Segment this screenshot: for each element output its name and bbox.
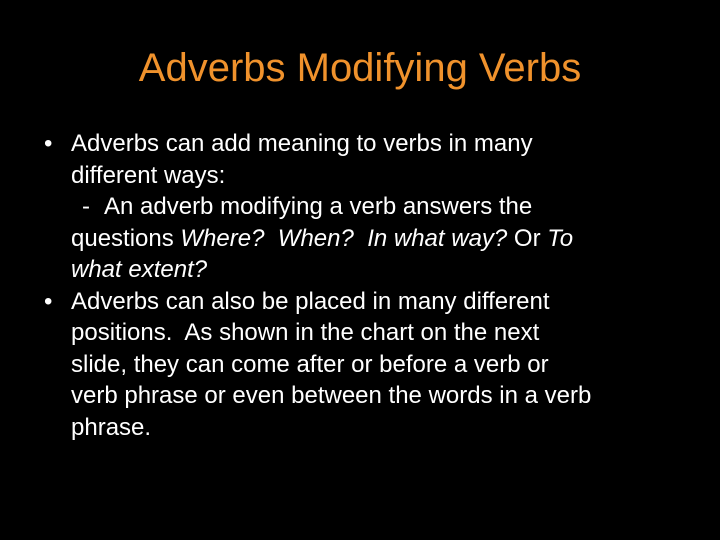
sub-text-when: When? — [277, 224, 354, 252]
bullet-2-text-3: slide, they can come after or before a verb or — [71, 350, 549, 378]
bullet-icon: • — [44, 287, 53, 315]
sub-bullet-text-1: An adverb modifying a verb answers the — [104, 193, 533, 220]
bullet-2-line-4 — [44, 380, 694, 412]
bullet-2-line-5 — [44, 412, 694, 444]
sub-text-what-extent: what extent? — [71, 256, 208, 283]
slide-title: Adverbs Modifying Verbs — [138, 46, 582, 90]
sub-text-gap-1 — [264, 225, 277, 252]
bullet-2-line-2 — [44, 317, 694, 349]
bullet-1-line-2 — [44, 160, 694, 192]
dash-icon: - — [82, 193, 90, 220]
sub-text-in-what-way: In what way? — [367, 224, 508, 252]
sub-bullet-line-1 — [44, 191, 694, 223]
bullet-icon: • — [44, 130, 53, 157]
sub-bullet-line-2 — [44, 223, 694, 255]
sub-text-where: Where? — [180, 224, 265, 252]
bullet-2-text-5: phrase. — [71, 413, 152, 441]
bullet-1-text-1: Adverbs can add meaning to verbs in many — [71, 130, 533, 157]
bullet-1-text-2: different ways: — [71, 161, 226, 189]
sub-text-gap-2 — [354, 225, 367, 252]
bullet-2-line-3 — [44, 349, 694, 381]
bullet-2-text-4: verb phrase or even between the words in a verb — [71, 382, 592, 409]
sub-text-or: Or — [507, 224, 548, 252]
bullet-2-text-2: positions. As shown in the chart on the next — [71, 319, 540, 346]
sub-bullet-line-3 — [44, 254, 694, 286]
bullet-1-line-1 — [44, 128, 694, 160]
sub-text-to: To — [547, 224, 574, 252]
slide-body — [44, 128, 694, 443]
bullet-2-text-1: Adverbs can also be placed in many different — [71, 287, 550, 315]
bullet-2-line-1 — [44, 286, 694, 318]
sub-text-questions: questions — [71, 224, 181, 252]
